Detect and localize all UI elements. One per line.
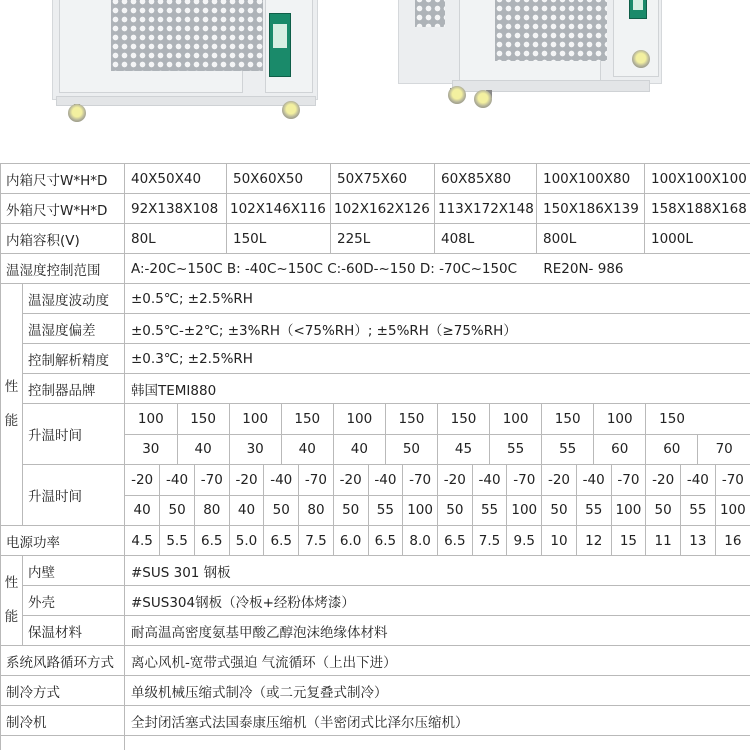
row-label: 制冷方式 (1, 676, 125, 706)
row-label: 外壳 (23, 586, 125, 616)
grid-cell: 40 (333, 434, 385, 464)
grid-cell: 4.5 (131, 532, 153, 549)
grid-cell: 100 (229, 404, 281, 434)
grid-cell: 40 (229, 495, 264, 525)
row-outer-shell (1, 586, 750, 616)
controller-panel (629, 0, 647, 19)
grid-cell: 45 (437, 434, 489, 464)
grid-cell: -20 (229, 465, 264, 495)
cell-value: 225L (331, 224, 435, 254)
grid-cell: 5.0 (229, 526, 264, 555)
material-group-label: 性 能 (1, 556, 23, 646)
grid-cell: 6.5 (194, 526, 229, 555)
cooling-grid (125, 465, 750, 526)
power-grid (125, 526, 750, 556)
left-chamber-body (52, 0, 318, 100)
row-label: 温湿度控制范围 (1, 254, 125, 284)
grid-cell: -40 (264, 465, 299, 495)
grid-cell: -70 (403, 465, 438, 495)
row-label: 控制器品牌 (23, 374, 125, 404)
grid-cell: 70 (698, 434, 750, 464)
right-chamber-body (398, 0, 662, 84)
caster-wheel (474, 90, 492, 108)
row-outer-size (1, 194, 750, 224)
grid-cell: 9.5 (507, 526, 542, 555)
grid-cell: 10 (542, 526, 577, 555)
grid-cell: 12 (576, 526, 611, 555)
grid-cell: 50 (264, 495, 299, 525)
grid-cell: 6.5 (437, 526, 472, 555)
grid-cell: 60 (646, 434, 698, 464)
grid-cell: 7.5 (299, 526, 334, 555)
cell-value: 50X75X60 (331, 164, 435, 194)
grid-cell: 15 (611, 526, 646, 555)
grid-cell: 150 (646, 404, 698, 434)
row-circulation (1, 646, 750, 676)
grid-cell: -20 (646, 465, 681, 495)
caster-wheel (282, 101, 300, 119)
grid-cell: 100 (490, 404, 542, 434)
vent-grille (111, 0, 263, 71)
row-deviation (1, 314, 750, 344)
grid-cell: 80 (194, 495, 229, 525)
grid-cell: 55 (368, 495, 403, 525)
performance-group-label: 性 能 (1, 284, 23, 526)
grid-cell: 50 (437, 495, 472, 525)
row-value: 单级机械压缩式制冷（或二元复叠式制冷） (125, 676, 750, 706)
grid-cell: 6.5 (368, 526, 403, 555)
grid-cell: 100 (137, 410, 164, 427)
grid-cell: 40 (177, 434, 229, 464)
row-label: 控制解析精度 (23, 344, 125, 374)
grid-cell: 150 (385, 404, 437, 434)
cell-value: 150X186X139 (537, 194, 645, 224)
cell-value: 80L (125, 224, 227, 254)
vent-grille (495, 0, 607, 61)
grid-cell: 60 (594, 434, 646, 464)
cell-value: 50X60X50 (227, 164, 331, 194)
row-label: 升温时间 (23, 465, 125, 526)
grid-cell: -20 (131, 471, 154, 488)
cell-value: 113X172X148 (435, 194, 537, 224)
grid-cell: 55 (490, 434, 542, 464)
grid-cell: -20 (542, 465, 577, 495)
row-label: 内壁 (23, 556, 125, 586)
grid-cell: 100 (403, 495, 438, 525)
grid-cell: 150 (542, 404, 594, 434)
row-temp-range (1, 254, 750, 284)
row-label: 温湿度波动度 (23, 284, 125, 314)
grid-cell: -40 (576, 465, 611, 495)
grid-cell: 40 (281, 434, 333, 464)
grid-cell: 40 (125, 495, 160, 525)
row-value: #SUS304钢板（冷板+经粉体烤漆） (125, 586, 750, 616)
temp-range-text: A:-20C~150C B: -40C~150C C:-60D-~150 D: -70C~150C (131, 260, 518, 277)
grid-cell: -40 (681, 465, 716, 495)
grid-cell: -40 (160, 465, 195, 495)
grid-cell: 55 (681, 495, 716, 525)
cell-value: 102X146X116 (227, 194, 331, 224)
grid-cell: 16 (715, 526, 750, 555)
caster-wheel (632, 50, 650, 68)
caster-wheel (448, 86, 466, 104)
temp-range-value (125, 254, 750, 284)
controller-panel (269, 13, 291, 77)
row-label: 系统风路循环方式 (1, 646, 125, 676)
row-label: 制冷机 (1, 706, 125, 736)
row-label: 内箱尺寸W*H*D (1, 164, 125, 194)
row-label: 外箱尺寸W*H*D (1, 194, 125, 224)
row-value: 耐高温高密度氨基甲酸乙醇泡沫绝缘体材料 (125, 616, 750, 646)
spec-table (0, 163, 750, 750)
grid-cell: 55 (542, 434, 594, 464)
cell-value: 60X85X80 (435, 164, 537, 194)
row-volume (1, 224, 750, 254)
row-insulation (1, 616, 750, 646)
grid-cell: 5.5 (160, 526, 195, 555)
grid-cell: 150 (281, 404, 333, 434)
grid-cell: 11 (646, 526, 681, 555)
grid-cell: -70 (299, 465, 334, 495)
grid-cell: 150 (177, 404, 229, 434)
heating-grid (125, 404, 750, 465)
grid-cell: 100 (594, 404, 646, 434)
row-brand (1, 374, 750, 404)
row-value: 全封闭活塞式法国泰康压缩机（半密闭式比泽尔压缩机） (125, 706, 750, 736)
cell-value: 102X162X126 (331, 194, 435, 224)
cell-value: 800L (537, 224, 645, 254)
row-label: 内箱容积(V) (1, 224, 125, 254)
cell-value: 158X188X168 (645, 194, 750, 224)
grid-cell: 6.5 (264, 526, 299, 555)
grid-cell: 50 (542, 495, 577, 525)
row-heating (1, 404, 750, 465)
left-chamber-base (56, 96, 316, 106)
grid-cell: 80 (299, 495, 334, 525)
grid-cell: 55 (472, 495, 507, 525)
grid-cell: 6.0 (333, 526, 368, 555)
grid-cell: -70 (507, 465, 542, 495)
cell-value: 1000L (645, 224, 750, 254)
grid-cell: -20 (437, 465, 472, 495)
grid-cell: -20 (333, 465, 368, 495)
row-inner-size (1, 164, 750, 194)
grid-cell: 100 (611, 495, 646, 525)
vent-grille (415, 0, 445, 27)
row-cooling (1, 465, 750, 526)
grid-cell: -40 (472, 465, 507, 495)
row-value: ±0.5℃; ±2.5%RH (125, 284, 750, 314)
row-resolution (1, 344, 750, 374)
row-value: ±0.5℃-±2℃; ±3%RH（<75%RH）; ±5%RH（≥75%RH） (125, 314, 750, 344)
row-label: 保温材料 (23, 616, 125, 646)
row-value: #SUS 301 钢板 (125, 556, 750, 586)
grid-cell: 13 (681, 526, 716, 555)
row-power (1, 526, 750, 556)
caster-wheel (68, 104, 86, 122)
row-empty (1, 736, 750, 750)
grid-cell: -70 (611, 465, 646, 495)
grid-cell: 100 (333, 404, 385, 434)
controller-model: RE20N- 986 (543, 260, 624, 277)
cell-value: 408L (435, 224, 537, 254)
row-fluctuation (1, 284, 750, 314)
grid-cell: -70 (715, 465, 750, 495)
grid-cell: 30 (229, 434, 281, 464)
row-value: 韩国TEMI880 (125, 374, 750, 404)
grid-cell: -40 (368, 465, 403, 495)
row-value: ±0.3℃; ±2.5%RH (125, 344, 750, 374)
row-inner-wall (1, 556, 750, 586)
grid-cell: 50 (646, 495, 681, 525)
product-photo (0, 0, 750, 160)
grid-cell: 7.5 (472, 526, 507, 555)
grid-cell: 150 (437, 404, 489, 434)
row-label: 电源功率 (1, 526, 125, 556)
grid-cell: 30 (125, 434, 177, 464)
cell-value: 100X100X100 (645, 164, 750, 194)
row-compressor (1, 706, 750, 736)
row-label: 升温时间 (23, 404, 125, 465)
cell-value: 40X50X40 (125, 164, 227, 194)
row-refrigeration (1, 676, 750, 706)
grid-cell: 8.0 (403, 526, 438, 555)
cell-value: 92X138X108 (125, 194, 227, 224)
cell-value: 100X100X80 (537, 164, 645, 194)
grid-cell: 50 (333, 495, 368, 525)
grid-cell: -70 (194, 465, 229, 495)
grid-cell: 55 (576, 495, 611, 525)
grid-cell: 100 (507, 495, 542, 525)
grid-cell: 100 (715, 495, 750, 525)
grid-cell: 50 (385, 434, 437, 464)
grid-cell: 50 (160, 495, 195, 525)
row-value: 离心风机-宽带式强迫 气流循环（上出下进） (125, 646, 750, 676)
row-label: 温湿度偏差 (23, 314, 125, 344)
cell-value: 150L (227, 224, 331, 254)
